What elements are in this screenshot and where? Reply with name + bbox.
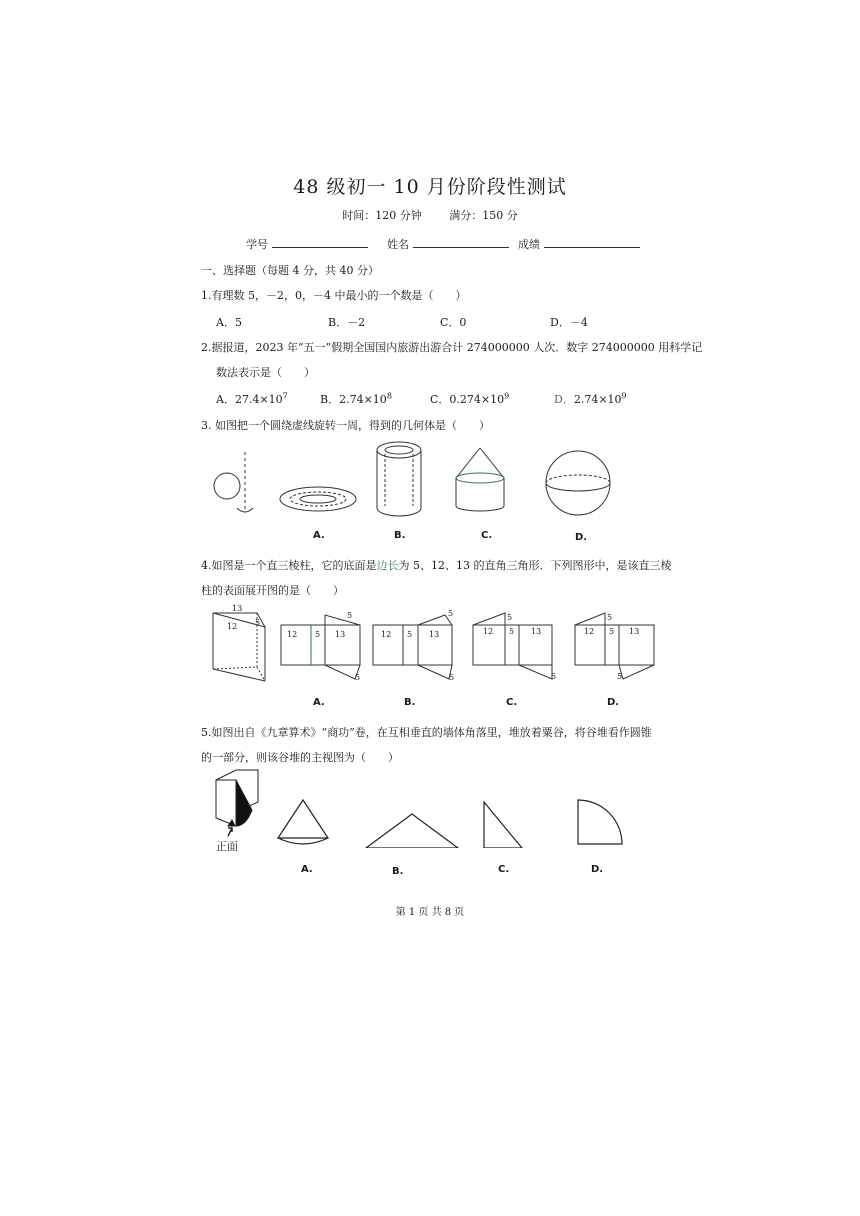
net-label: 5	[355, 673, 361, 682]
grain-pile-figure	[216, 770, 258, 836]
option-exponent: 8	[386, 391, 392, 401]
q5-label-d[interactable]: D.	[591, 864, 604, 875]
q4-text-b: 为 5、12、13 的直角三角形．下列图形中，是该直三棱	[398, 559, 672, 572]
option-base: 2.74×10	[573, 393, 622, 406]
net-c-figure[interactable]	[473, 613, 556, 681]
q4-text-highlight: 边长	[376, 559, 399, 572]
q5-label-c[interactable]: C.	[498, 864, 510, 875]
option-letter: D．	[554, 393, 574, 406]
q4-label-a[interactable]: A.	[313, 697, 325, 708]
student-id-line	[272, 237, 368, 248]
view-c-figure[interactable]	[484, 802, 522, 848]
net-label: 5	[509, 627, 515, 636]
hollow-cylinder-figure[interactable]	[377, 442, 421, 516]
name-field[interactable]	[387, 236, 509, 252]
prism-label-13: 13	[232, 604, 243, 613]
net-label: 5	[449, 673, 455, 682]
option-base: 2.74×10	[339, 393, 387, 406]
question-4-line2: 柱的表面展开图的是（ ）	[201, 584, 344, 597]
q4-label-d[interactable]: D.	[607, 697, 620, 708]
q5-figures	[208, 766, 628, 848]
q2-option-c[interactable]	[430, 391, 509, 407]
q2-option-a[interactable]	[216, 391, 288, 407]
option-base: 0.274×10	[449, 393, 505, 406]
question-2-line1: 2.据报道，2023 年“五一”假期全国国内旅游出游合计 274000000 人次．数字 274000000 用科学记	[201, 341, 703, 354]
q1-option-c[interactable]: C．0	[440, 316, 467, 329]
q4-label-c[interactable]: C.	[506, 697, 518, 708]
q3-label-d[interactable]: D.	[575, 532, 588, 543]
net-label: 13	[531, 627, 542, 636]
net-label: 13	[629, 627, 640, 636]
triangular-prism-figure	[213, 604, 265, 681]
net-d-figure[interactable]	[575, 613, 654, 681]
q1-option-d[interactable]: D．－4	[550, 316, 588, 329]
front-view-label: 正面	[216, 840, 238, 853]
student-id-label: 学号	[246, 238, 268, 251]
net-label: 13	[335, 630, 346, 639]
option-exponent: 9	[621, 391, 627, 401]
option-letter: A．	[216, 393, 235, 406]
grade-label: 成绩	[518, 238, 540, 251]
view-b-figure[interactable]	[366, 814, 458, 848]
prism-label-12: 12	[227, 622, 238, 631]
view-a-figure[interactable]	[278, 800, 328, 844]
net-label: 5	[407, 630, 413, 639]
q3-figures	[200, 438, 640, 548]
q5-label-a[interactable]: A.	[301, 864, 313, 875]
net-label: 5	[507, 613, 513, 622]
question-5-line2: 的一部分，则该谷堆的主视图为（ ）	[201, 751, 399, 764]
q4-text-a: 4.如图是一个直三棱柱，它的底面是	[201, 559, 377, 572]
q3-label-c[interactable]: C.	[481, 530, 493, 541]
q5-label-b[interactable]: B.	[392, 866, 404, 877]
grade-line	[544, 237, 640, 248]
q1-option-b[interactable]: B．－2	[328, 316, 366, 329]
net-a-figure[interactable]	[281, 611, 360, 682]
q2-option-b[interactable]	[320, 391, 392, 407]
net-label: 5	[551, 672, 557, 681]
net-label: 5	[609, 627, 615, 636]
net-label: 13	[429, 630, 440, 639]
q4-label-b[interactable]: B.	[404, 697, 416, 708]
net-label: 5	[315, 630, 321, 639]
option-letter: C．	[430, 393, 450, 406]
rotation-circle-figure	[214, 452, 253, 512]
full-score: 满分：150 分	[449, 209, 518, 222]
page-number: 第 1 页 共 8 页	[395, 907, 465, 918]
net-label: 5	[617, 672, 623, 681]
q4-figures	[205, 603, 665, 685]
name-label: 姓名	[387, 238, 409, 251]
student-id-field[interactable]	[246, 236, 368, 252]
name-line	[413, 237, 509, 248]
option-exponent: 7	[282, 391, 288, 401]
q2-option-d[interactable]	[554, 391, 627, 407]
prism-label-5: 5	[255, 618, 261, 627]
q3-label-a[interactable]: A.	[313, 530, 325, 541]
question-4-line1	[201, 557, 671, 573]
net-label: 12	[483, 627, 494, 636]
grade-field[interactable]	[518, 236, 640, 252]
time-limit: 时间：120 分钟	[342, 209, 422, 222]
net-label: 5	[607, 613, 613, 622]
torus-figure[interactable]	[280, 487, 356, 511]
question-1: 1.有理数 5，－2，0，－4 中最小的一个数是（ ）	[201, 289, 467, 302]
net-label: 5	[448, 609, 454, 618]
net-label: 5	[347, 611, 353, 620]
q3-label-b[interactable]: B.	[394, 530, 406, 541]
option-base: 27.4×10	[234, 393, 283, 406]
option-letter: B．	[320, 393, 340, 406]
question-3: 3. 如图把一个圆绕虚线旋转一周，得到的几何体是（ ）	[201, 419, 490, 432]
cone-cylinder-figure[interactable]	[456, 448, 504, 511]
net-label: 12	[287, 630, 298, 639]
exam-meta	[0, 207, 860, 223]
question-2-line2: 数法表示是（ ）	[216, 366, 315, 379]
option-exponent: 9	[504, 391, 510, 401]
net-b-figure[interactable]	[373, 609, 454, 682]
net-label: 12	[584, 627, 595, 636]
section-heading: 一、选择题（每题 4 分，共 40 分）	[201, 264, 379, 277]
question-5-line1: 5.如图出自《九章算术》“商功”卷，在互相垂直的墙体角落里，堆放着粟谷，将谷堆看作圆锥	[201, 726, 652, 739]
net-label: 12	[381, 630, 392, 639]
exam-title: 48 级初一 10 月份阶段性测试	[293, 176, 567, 198]
view-d-figure[interactable]	[578, 800, 622, 844]
sphere-figure[interactable]	[546, 451, 610, 515]
q1-option-a[interactable]: A．5	[216, 316, 242, 329]
